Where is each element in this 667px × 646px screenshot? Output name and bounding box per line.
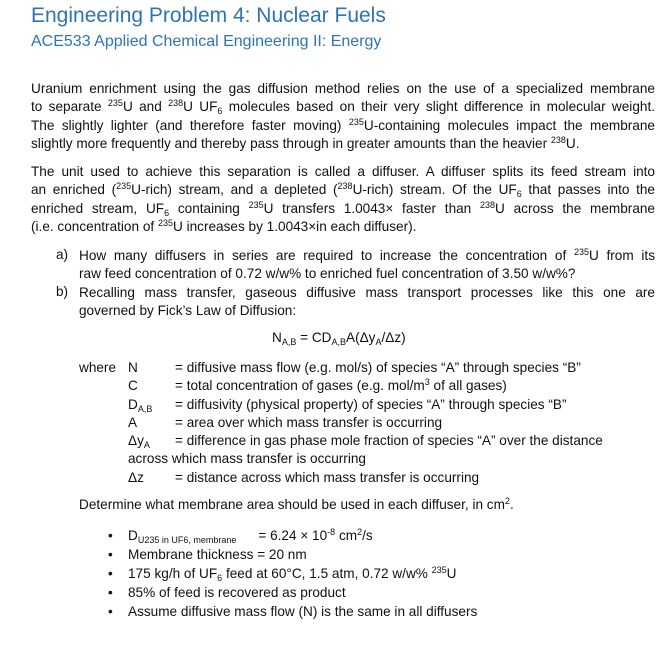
question-b-label: b) <box>56 284 69 299</box>
def-c-symbol: C <box>128 378 138 393</box>
def-dy-symbol: $\Delta y_A$ <box>128 433 150 450</box>
def-a-symbol: A <box>128 415 138 430</box>
def-n-symbol: N <box>128 360 138 375</box>
def-d-symbol: $D_{A,B}$ <box>128 397 153 414</box>
diffuser-line-3: enriched stream, $UF_6$ containing $^{235}$U transfers 1.0043× faster than $^{238}$U across the membrane <box>31 199 655 218</box>
intro-line-4: slightly more frequently and thereby pass through in greater amounts than the heavier $^{238}$U. <box>31 135 580 152</box>
bullet-assumption: Assume diffusive mass flow (N) is the same in all diffusers <box>128 604 478 619</box>
bullet-feed: 175 kg/h of $UF_6$ feed at 60°C, 1.5 atm, 0.72 w/w% $^{235}$U <box>128 565 457 583</box>
where-label: where <box>79 360 117 375</box>
diffuser-line-4: (i.e. concentration of $^{235}$U increases by 1.0043×in each diffuser). <box>31 218 417 235</box>
bullet-recovery: 85% of feed is recovered as product <box>128 585 346 600</box>
def-a-text: = area over which mass transfer is occurring <box>175 415 443 430</box>
def-dz-symbol: Δz <box>128 470 144 485</box>
document-title: Engineering Problem 4: Nuclear Fuels <box>31 4 386 27</box>
determine-instruction: Determine what membrane area should be used in each diffuser, in $cm^2$. <box>79 496 514 512</box>
question-a-text: How many diffusers in series are required to increase the concentration of $^{235}$U from its raw feed concentration of 0.72 w/w% to enriched fuel concentration of 3.50 w/w%? <box>79 247 655 282</box>
def-dy-text: = difference in gas phase mole fraction of species “A” over the distance <box>175 433 603 448</box>
intro-line-3: The slightly lighter (and therefore faster moving) $^{235}$U-containing molecules impact the membrane <box>31 116 655 133</box>
def-c-text: = total concentration of gases (e.g. mol/$m^3$ of all gases) <box>175 377 507 393</box>
bullet-dot: • <box>108 547 113 562</box>
def-n-text: = diffusive mass flow (e.g. mol/s) of species “A” through species “B” <box>175 360 581 375</box>
bullet-diffusivity: $D_{U235 in UF6, membrane} = 6.24 \times 10^{-8}$ $cm^2/s$ <box>128 527 373 545</box>
def-dy-continued: across which mass transfer is occurring <box>128 451 366 466</box>
document-subtitle: ACE533 Applied Chemical Engineering II: Energy <box>31 33 382 50</box>
diffuser-line-1: The unit used to achieve this separation is called a diffuser. A diffuser splits its feed stream into <box>31 164 655 179</box>
question-b-text: Recalling mass transfer, gaseous diffusive mass transport processes like this one are governed by Fick’s Law of Diffusion: <box>79 285 655 319</box>
bullet-dot: • <box>108 566 113 581</box>
question-a-label: a) <box>56 247 69 262</box>
intro-line-2: to separate $^{235}$U and $^{238}$U $UF_6$ molecules based on their very slight difference in molecular weight. <box>31 98 655 117</box>
bullet-dot: • <box>108 585 113 600</box>
diffuser-line-2: an enriched ($^{235}$U-rich) stream, and a depleted ($^{238}$U-rich) stream. Of the $UF_6$ that passes into the <box>31 181 655 200</box>
paragraph-intro <box>31 80 655 154</box>
bullet-membrane-thickness: Membrane thickness = 20 nm <box>128 547 307 562</box>
def-dz-text: = distance across which mass transfer is occurring <box>175 470 480 485</box>
def-d-text: = diffusivity (physical property) of species “A” through species “B” <box>175 397 567 412</box>
ficks-law-equation: $N_{A,B} = CD_{A,B}A(\Delta y_A/\Delta z)$ <box>272 330 406 347</box>
bullet-dot: • <box>108 604 113 619</box>
bullet-dot: • <box>108 528 113 543</box>
intro-line-1: Uranium enrichment using the gas diffusion method relies on the use of a specialized membrane <box>31 81 655 96</box>
paragraph-diffuser <box>31 163 655 237</box>
